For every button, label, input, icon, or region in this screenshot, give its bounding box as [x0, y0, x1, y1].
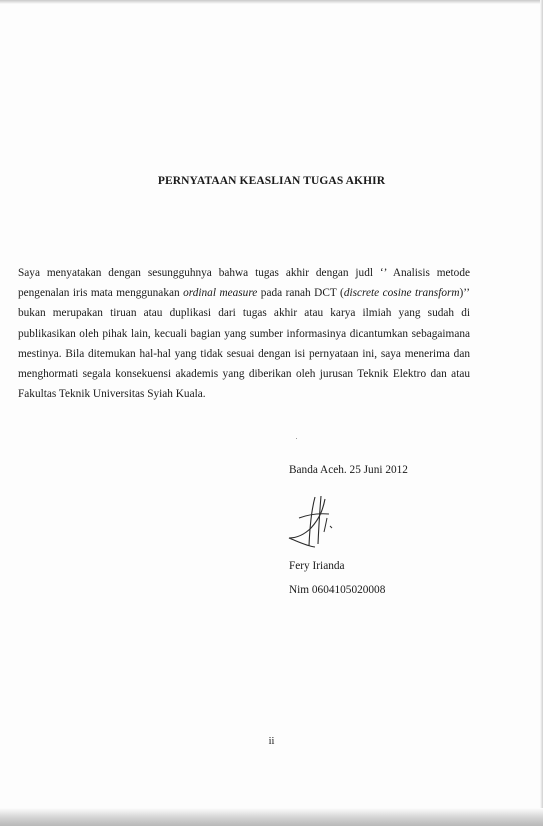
statement-paragraph: [18, 263, 470, 404]
paragraph-italic-dct: discrete cosine transform: [343, 287, 460, 300]
signer-name: Fery Irianda: [289, 560, 345, 572]
paragraph-text-2: pada ranah DCT (: [257, 287, 344, 300]
page-number: ii: [268, 736, 275, 747]
scan-bottom-edge: [0, 808, 543, 826]
signer-nim: Nim 0604105020008: [289, 584, 386, 596]
scan-top-edge: [0, 0, 543, 4]
document-title: PERNYATAAN KEASLIAN TUGAS AKHIR: [157, 175, 386, 187]
handwritten-signature: [285, 494, 345, 550]
scan-speck: [296, 438, 297, 439]
paragraph-text-3: )’’ bukan merupakan tiruan atau duplikasi dari tugas akhir atau karya ilmiah yang sudah di publikasikan oleh pihak lain, kecuali bagian yang sumber informasinya dicantumkan sebagaimana mestinya. Bila ditemukan hal-hal yang tidak sesuai dengan isi pernyataan ini, saya menerima dan menghormati segala konsekuensi akademis yang diberikan oleh jurusan Teknik Elektro dan atau Fakultas Teknik Universitas Syiah Kuala.: [18, 287, 470, 401]
place-date: Banda Aceh. 25 Juni 2012: [289, 464, 408, 476]
paragraph-text-1: Saya menyatakan dengan sesungguhnya bahwa tugas akhir dengan judl ‘’ Analisis metode pengenalan iris mata menggunakan: [18, 267, 470, 300]
paragraph-italic-ordinal-measure: ordinal measure: [183, 287, 258, 300]
